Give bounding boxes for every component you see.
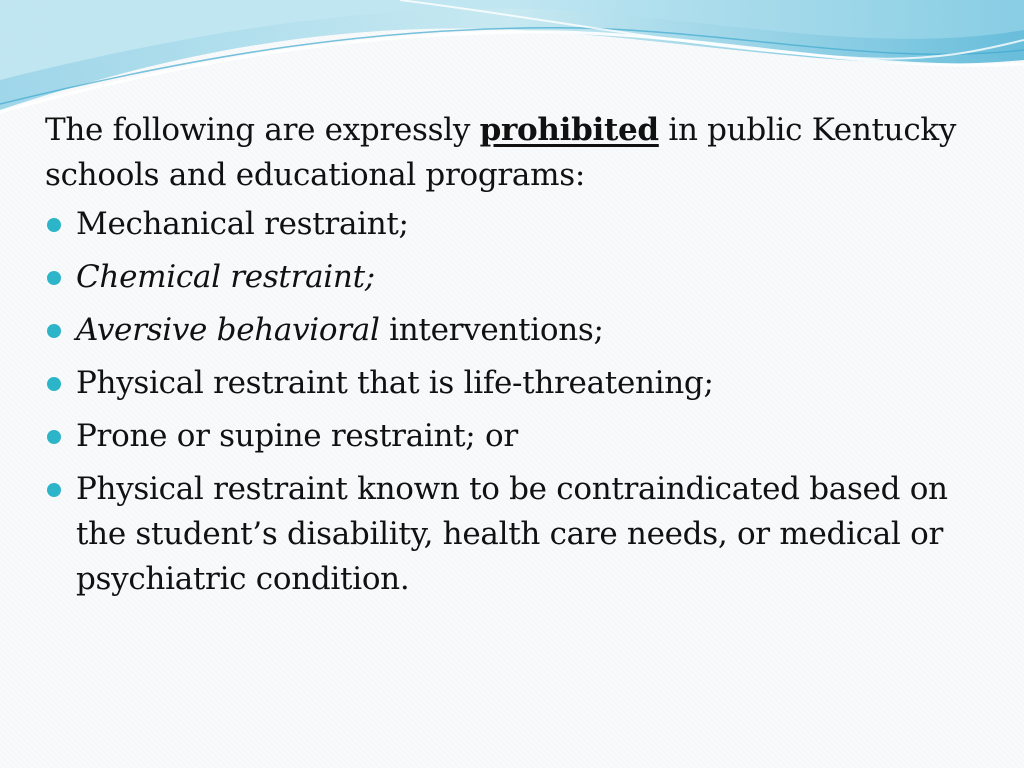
list-item bbox=[45, 255, 995, 300]
list-item-text: Prone or supine restraint; or bbox=[76, 418, 518, 454]
list-item bbox=[45, 202, 995, 247]
list-item bbox=[45, 467, 995, 602]
bullet-dot-icon bbox=[47, 483, 61, 497]
intro-paragraph bbox=[45, 108, 995, 198]
list-item-text: Physical restraint known to be contraindicated based on the student’s disability, health care needs, or medical or psychiatric condition. bbox=[76, 471, 948, 597]
intro-text-before: The following are expressly bbox=[45, 112, 480, 148]
bullet-dot-icon bbox=[47, 271, 61, 285]
slide-body bbox=[45, 108, 995, 610]
list-item-text: Physical restraint that is life-threatening; bbox=[76, 365, 714, 401]
list-item-text: Mechanical restraint; bbox=[76, 206, 409, 242]
list-item bbox=[45, 414, 995, 459]
prohibited-list bbox=[45, 202, 995, 602]
bullet-dot-icon bbox=[47, 218, 61, 232]
list-item-text: interventions; bbox=[379, 312, 604, 348]
intro-text-after: in public Kentucky schools and educational programs: bbox=[45, 112, 957, 193]
bullet-dot-icon bbox=[47, 377, 61, 391]
list-item-italic: Chemical restraint; bbox=[76, 259, 375, 295]
list-item bbox=[45, 308, 995, 353]
bullet-dot-icon bbox=[47, 430, 61, 444]
list-item-italic: Aversive behavioral bbox=[76, 312, 380, 348]
intro-emphasis: prohibited bbox=[479, 112, 659, 148]
bullet-dot-icon bbox=[47, 324, 61, 338]
list-item bbox=[45, 361, 995, 406]
